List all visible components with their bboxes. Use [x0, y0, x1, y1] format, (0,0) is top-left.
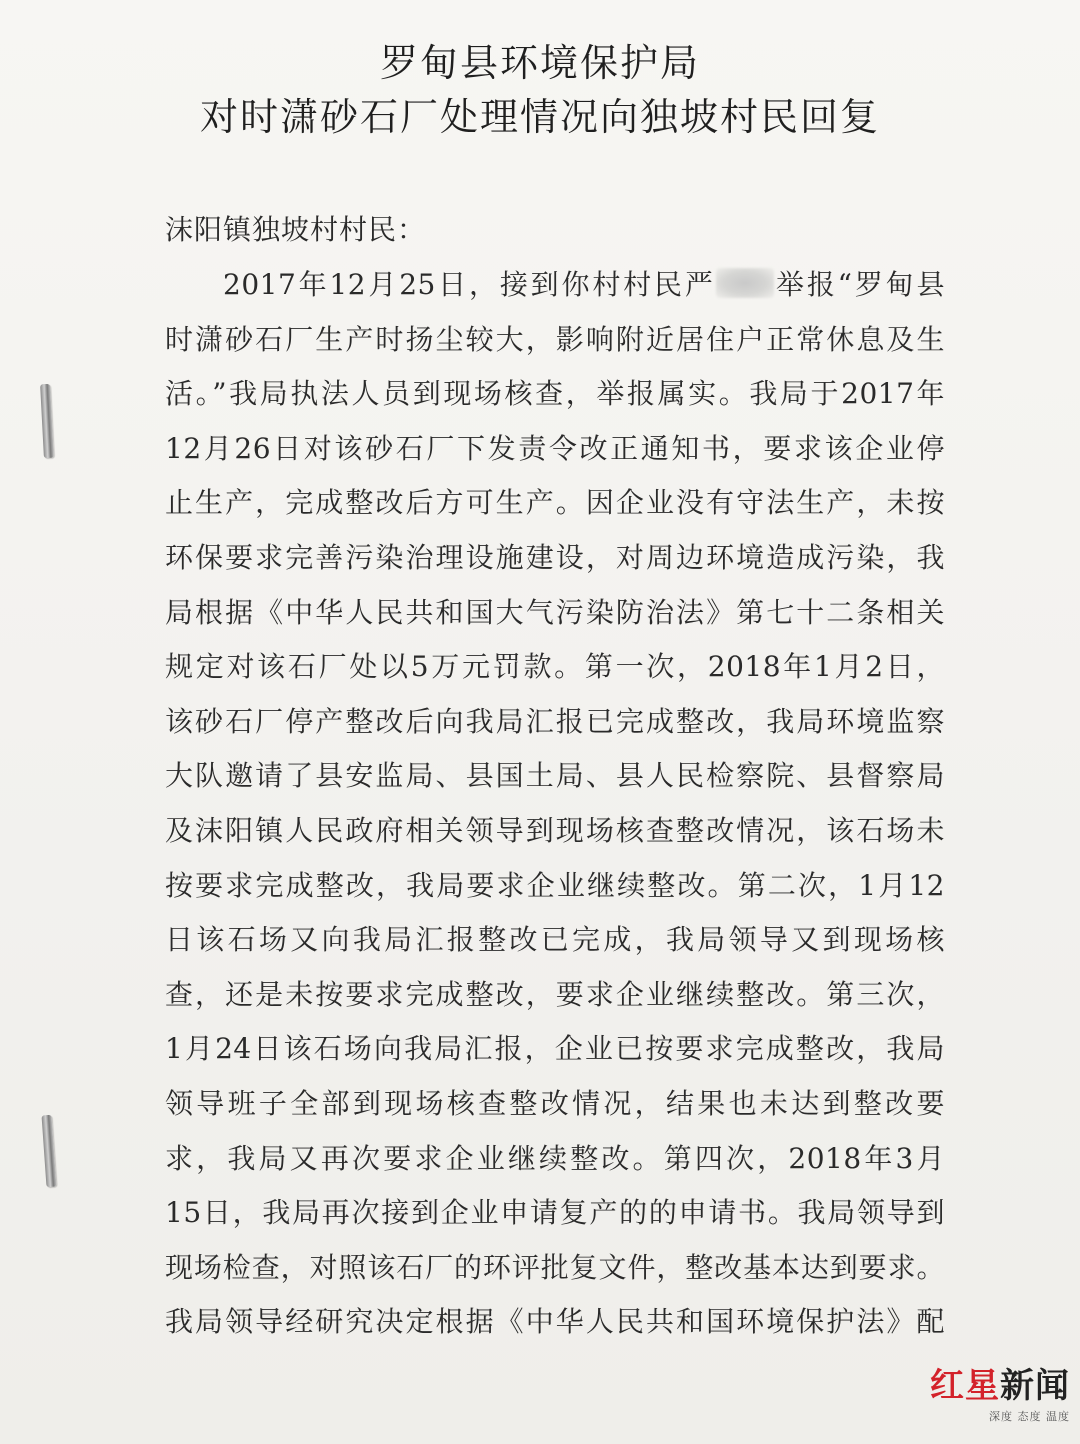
body-line: 该砂石厂停产整改后向我局汇报已完成整改，我局环境监察 [165, 704, 945, 738]
body-line: 现场检查，对照该石厂的环评批复文件，整改基本达到要求。 [165, 1250, 945, 1284]
document-title [0, 36, 1080, 144]
body-line: 1月24日该石场向我局汇报，企业已按要求完成整改，我局 [165, 1032, 945, 1066]
document-body [165, 265, 945, 1357]
staple-mark [40, 384, 54, 458]
body-line: 按要求完成整改，我局要求企业继续整改。第二次，1月12 [165, 868, 945, 902]
watermark-slogan: 深度 态度 温度 [989, 1410, 1070, 1423]
salutation: 沫阳镇独坡村村民： [165, 213, 427, 246]
staple-mark [42, 1115, 57, 1188]
body-line: 我局领导经研究决定根据《中华人民共和国环境保护法》配 [165, 1305, 945, 1339]
body-line: 止生产，完成整改后方可生产。因企业没有守法生产，未按 [165, 486, 945, 520]
body-line: 规定对该石厂处以5万元罚款。第一次，2018年1月2日， [165, 650, 945, 684]
body-line: 12月26日对该砂石厂下发责令改正通知书，要求该企业停 [165, 431, 945, 465]
body-line: 局根据《中华人民共和国大气污染防治法》第七十二条相关 [165, 595, 945, 629]
title-line-1: 罗甸县环境保护局 [379, 41, 700, 85]
watermark-brand-red: 红星 [930, 1366, 1000, 1406]
body-line: 时潇砂石厂生产时扬尘较大，影响附近居住户正常休息及生 [165, 322, 945, 356]
news-watermark-logo [930, 1366, 1070, 1436]
body-line: 15日，我局再次接到企业申请复产的的申请书。我局领导到 [165, 1196, 945, 1230]
body-line: 大队邀请了县安监局、县国土局、县人民检察院、县督察局 [165, 759, 945, 793]
body-text: 举报“罗甸县 [773, 268, 945, 301]
body-line: 求，我局又再次要求企业继续整改。第四次，2018年3月 [165, 1141, 945, 1175]
body-line: 环保要求完善污染治理设施建设，对周边环境造成污染，我 [165, 540, 945, 574]
watermark-brand-black: 新闻 [1000, 1366, 1070, 1406]
body-line: 日该石场又向我局汇报整改已完成，我局领导又到现场核 [165, 923, 945, 957]
body-line: 活。”我局执法人员到现场核查，举报属实。我局于2017年 [165, 377, 945, 411]
body-line: 查，还是未按要求完成整改，要求企业继续整改。第三次， [165, 977, 945, 1011]
redaction-blur [716, 268, 774, 298]
body-text: 2017年12月25日，接到你村村民严 [223, 268, 716, 301]
watermark-brand [930, 1366, 1070, 1406]
body-line-1 [165, 265, 945, 320]
title-line-2: 对时潇砂石厂处理情况向独坡村民回复 [199, 95, 880, 139]
body-line: 领导班子全部到现场核查整改情况，结果也未达到整改要 [165, 1086, 945, 1120]
body-line: 及沫阳镇人民政府相关领导到现场核查整改情况，该石场未 [165, 813, 945, 847]
